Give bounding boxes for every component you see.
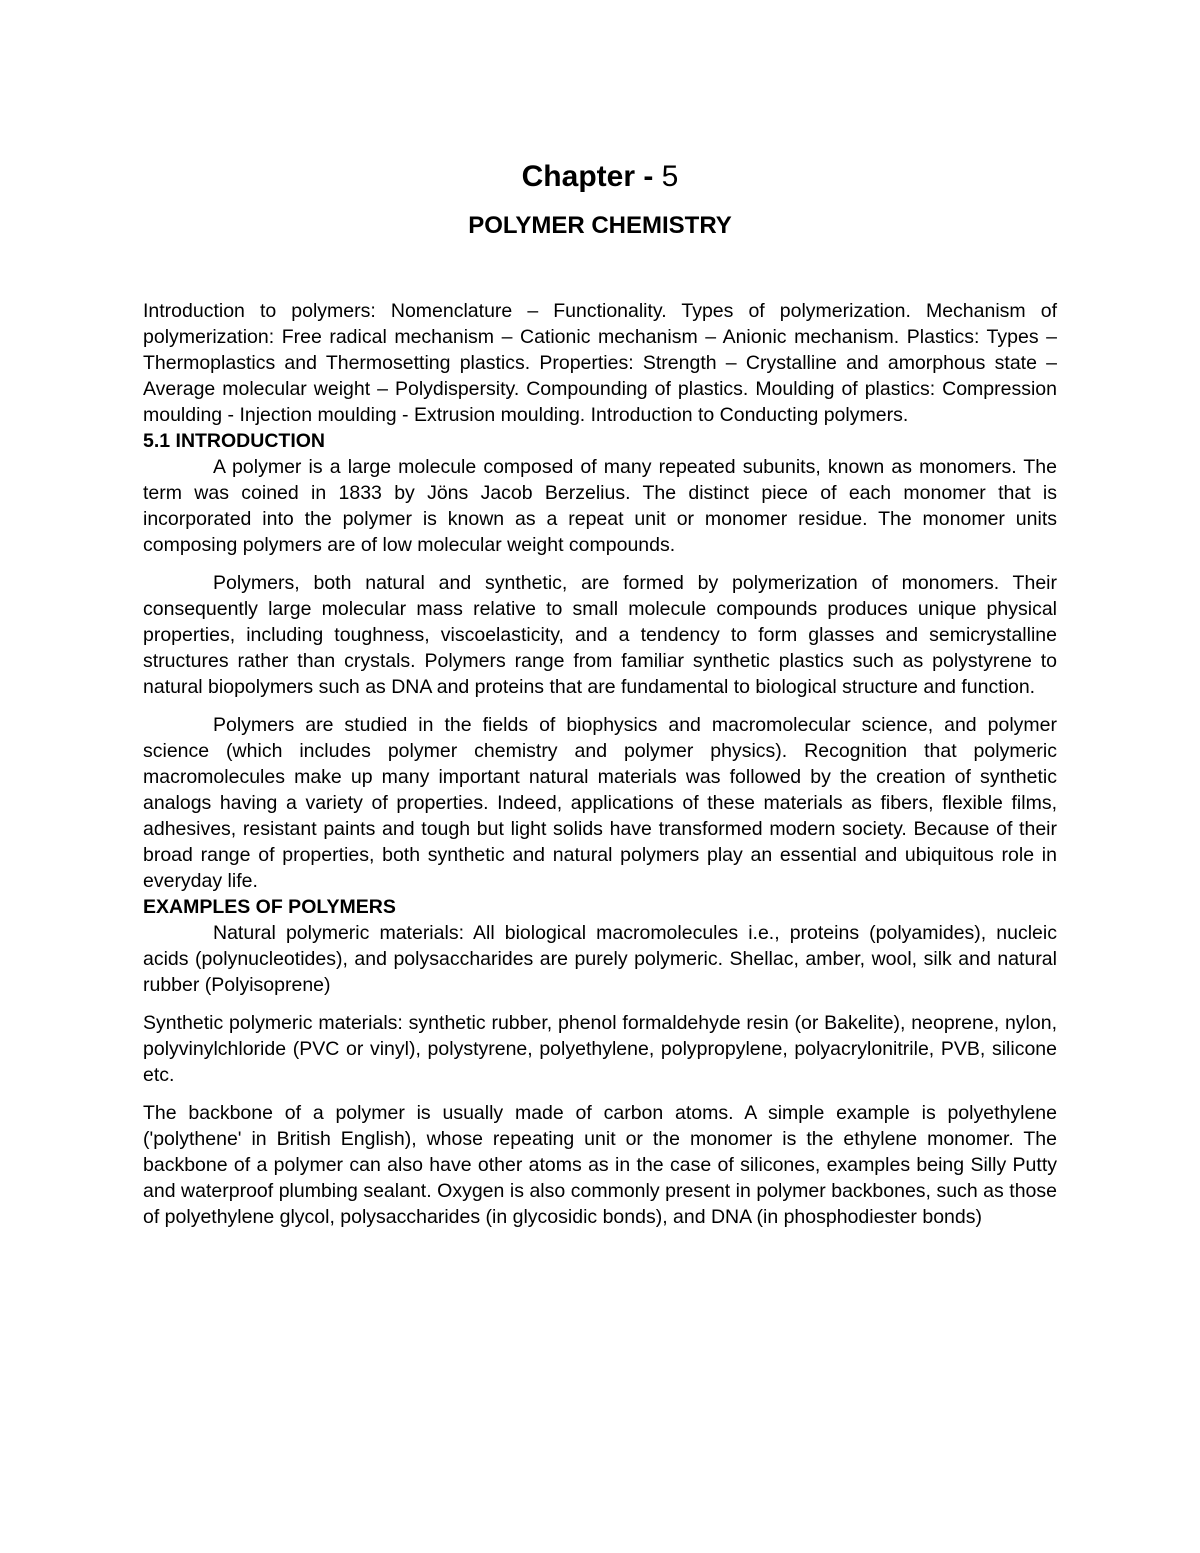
chapter-title: POLYMER CHEMISTRY bbox=[468, 212, 732, 239]
syllabus-paragraph: Introduction to polymers: Nomenclature – Functionality. Types of polymerization. Mechanism of polymerization: Free radical mechanism – Cationic mechanism – Anionic mechanism. Plastics: Types – Thermoplastics and Thermosetting plastics. Properties: Strength – Crystalline and amorphous state – Average molecular weight – Polydispersity. Compounding of plastics. Moulding of plastics: Compression moulding - Injection moulding - Extrusion moulding. Introduction to Conducting polymers. bbox=[143, 300, 1057, 426]
paragraph: Natural polymeric materials: All biological macromolecules i.e., proteins (polyamides), nucleic acids (polynucleotides), and polysaccharides are purely polymeric. Shellac, amber, wool, silk and natural rubber (Polyisoprene) bbox=[143, 922, 1057, 996]
paragraph: A polymer is a large molecule composed of many repeated subunits, known as monomers. The term was coined in 1833 by Jöns Jacob Berzelius. The distinct piece of each monomer that is incorporated into the polymer is known as a repeat unit or monomer residue. The monomer units composing polymers are of low molecular weight compounds. bbox=[143, 456, 1057, 556]
paragraph: Polymers, both natural and synthetic, are formed by polymerization of monomers. Their consequently large molecular mass relative to small molecule compounds produces unique physical properties, including toughness, viscoelasticity, and a tendency to form glasses and semicrystalline structures rather than crystals. Polymers range from familiar synthetic plastics such as polystyrene to natural biopolymers such as DNA and proteins that are fundamental to biological structure and function. bbox=[143, 572, 1057, 698]
paragraph: Synthetic polymeric materials: synthetic rubber, phenol formaldehyde resin (or Bakelite), neoprene, nylon, polyvinylchloride (PVC or vinyl), polystyrene, polyethylene, polypropylene, polyacrylonitrile, PVB, silicone etc. bbox=[143, 1012, 1057, 1086]
section-heading-examples: EXAMPLES OF POLYMERS bbox=[143, 896, 396, 918]
chapter-number: 5 bbox=[661, 160, 679, 193]
section-heading-introduction: 5.1 INTRODUCTION bbox=[143, 430, 326, 452]
chapter-heading bbox=[0, 160, 1200, 194]
paragraph: The backbone of a polymer is usually made of carbon atoms. A simple example is polyethylene ('polythene' in British English), whose repeating unit or the monomer is the ethylene monomer. The backbone of a polymer can also have other atoms as in the case of silicones, examples being Silly Putty and waterproof plumbing sealant. Oxygen is also commonly present in polymer backbones, such as those of polyethylene glycol, polysaccharides (in glycosidic bonds), and DNA (in phosphodiester bonds) bbox=[143, 1102, 1057, 1228]
chapter-label: Chapter - bbox=[521, 160, 654, 193]
chapter-content bbox=[143, 298, 1057, 1230]
paragraph: Polymers are studied in the fields of biophysics and macromolecular science, and polymer science (which includes polymer chemistry and polymer physics). Recognition that polymeric macromolecules make up many important natural materials was followed by the creation of synthetic analogs having a variety of properties. Indeed, applications of these materials as fibers, flexible films, adhesives, resistant paints and tough but light solids have transformed modern society. Because of their broad range of properties, both synthetic and natural polymers play an essential and ubiquitous role in everyday life. bbox=[143, 714, 1057, 892]
